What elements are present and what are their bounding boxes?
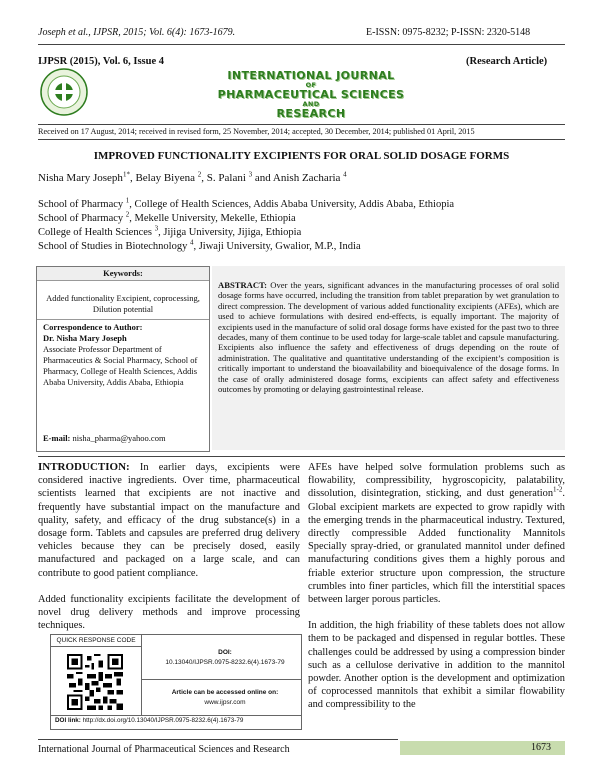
- intro-paragraph: [38, 461, 300, 580]
- intro-heading: INTRODUCTION:: [38, 461, 130, 473]
- article-type: (Research Article): [466, 56, 548, 67]
- email-address[interactable]: nisha_pharma@yahoo.com: [72, 433, 166, 443]
- affiliation-detail: , Mekelle University, Mekelle, Ethiopia: [129, 213, 296, 224]
- author-list: [38, 172, 347, 184]
- abstract-box: [212, 266, 565, 450]
- access-label: Article can be accessed online on:: [171, 689, 279, 696]
- author-sep: ,: [201, 172, 207, 184]
- correspondence-block: [43, 322, 205, 388]
- keywords-divider: [37, 319, 209, 320]
- footer-rule: [38, 739, 398, 740]
- journal-banner-line3: PHARMACEUTICAL SCIENCES: [217, 88, 405, 101]
- header-rule: [38, 44, 565, 45]
- keywords-text: Added functionality Excipient, coprocessing, Dilution potential: [46, 293, 200, 314]
- qr-heading: QUICK RESPONSE CODE: [51, 635, 142, 647]
- received-rule: [38, 139, 565, 140]
- abstract-text: Over the years, significant advances in the manufacturing processes of oral solid dosage forms have occurred, including the transition from tablet preparation by wet granulation to direct compression. The development of various added functionality excipients (AFEs), which are used to achieve formulations with desired end-effects, is equally important. The majority of excipients used in the manufacture of solid oral dosage forms have existed for the past two to three decades, many of them continue to be used today for large-scale tablet and capsule manufacturing. Excipients also influence the safety and effectiveness of drugs depending on the route of administration. The qualitative and quantitative understanding of the excipient’s composition is critically important to understand the bioavailability and bioequivalence of the dosage forms. In the case of orally administered dosage forms, excipients can affect safety and effectiveness outcomes by promoting or delaying gastrointestinal release.: [218, 280, 559, 395]
- keywords-box: [36, 266, 210, 452]
- affiliation: [38, 210, 296, 224]
- qr-divider: [141, 635, 142, 715]
- access-url-link[interactable]: www.ijpsr.com: [204, 699, 246, 706]
- body-left-column: [38, 461, 300, 632]
- doi-label: DOI:: [218, 649, 232, 656]
- abstract: [218, 280, 559, 394]
- author-name: Anish Zacharia: [272, 172, 341, 184]
- affiliation-name: School of Pharmacy: [38, 213, 124, 224]
- citation-sup: 1-2: [553, 485, 563, 494]
- body-paragraph: In addition, the high friability of these tablets does not allow them to be packaged and dispensed in regular bottles. These challenges could be addressed by using a compression binder such as a cellulose derivative in addition to the mannitol powder. Another option is the development and optimization of coprocessed mannitols that exhibit a similar flowability and compressibility to the: [308, 620, 565, 711]
- author-sup: 3: [248, 170, 253, 179]
- affiliation-sup: 2: [125, 210, 130, 219]
- body-right-column: [308, 461, 565, 712]
- footer-page-bar: [400, 741, 565, 755]
- affiliation-name: School of Pharmacy: [38, 199, 124, 210]
- banner-rule: [38, 124, 565, 125]
- abstract-rule: [38, 456, 565, 457]
- access-divider: [141, 679, 301, 680]
- email-label: E-mail:: [43, 433, 71, 443]
- affiliation-name: School of Studies in Biotechnology: [38, 241, 188, 252]
- correspondence-heading: Correspondence to Author:: [43, 322, 143, 332]
- journal-banner-line4: AND: [302, 100, 320, 108]
- affiliation-sup: 3: [154, 224, 159, 233]
- doi-link-url[interactable]: http://dx.doi.org/10.13040/IJPSR.0975-8232.6(4).1673-79: [82, 717, 244, 724]
- doi-value: 10.13040/IJPSR.0975-8232.6(4).1673-79: [165, 659, 285, 666]
- journal-banner-line1: INTERNATIONAL JOURNAL: [227, 69, 395, 82]
- author-sup: 1*: [122, 170, 130, 179]
- correspondence-author: Dr. Nisha Mary Joseph: [43, 333, 127, 343]
- journal-banner-line5: RESEARCH: [276, 107, 346, 120]
- quick-response-box: [50, 634, 302, 730]
- author-sep: and: [252, 172, 273, 184]
- running-header-issn: E-ISSN: 0975-8232; P-ISSN: 2320-5148: [366, 27, 531, 38]
- author-sep: ,: [129, 172, 136, 184]
- body-paragraph: [308, 461, 565, 606]
- affiliation-sup: 4: [189, 238, 194, 247]
- doi-link-label: DOI link:: [55, 717, 81, 724]
- journal-banner: [206, 70, 416, 119]
- issue-line: IJPSR (2015), Vol. 6, Issue 4: [38, 56, 165, 67]
- correspondence-email: [43, 433, 166, 443]
- affiliation: [38, 224, 302, 238]
- affiliation-detail: , Jiwaji University, Gwalior, M.P., India: [193, 241, 361, 252]
- body-text: AFEs have helped solve formulation problems such as flowability, compressibility, hygroscopicity, palatability, dissolution, disintegration, sticking, and dust generation: [308, 462, 565, 500]
- author-name: Belay Biyena: [135, 172, 196, 184]
- affiliation-detail: , Jijiga University, Jijiga, Ethiopia: [158, 227, 302, 238]
- journal-banner-line2: OF: [305, 81, 317, 89]
- affiliation-name: College of Health Sciences: [38, 227, 153, 238]
- affiliation: [38, 238, 361, 252]
- intro-text: In earlier days, excipients were considered inactive ingredients. Over time, pharmaceutical scientists learned that excipients are not inactive and frequently have substantial impact on the manufacture and quality, safety, and efficacy of the drug substance(s) in a dosage form. Tablets and capsules are preferred drug delivery vehicles because they can be precisely dosed, easily manufactured and packaged on a large scale, and can contribute to good patient compliance.: [38, 462, 300, 579]
- correspondence-address: Associate Professor Department of Pharmaceutics & Social Pharmacy, School of Pharmacy, College of Health Sciences, Addis Ababa University, Addis Ababa, Ethiopia: [43, 344, 198, 387]
- affiliation-sup: 1: [125, 196, 130, 205]
- affiliation: [38, 196, 455, 210]
- author-name: S. Palani: [206, 172, 246, 184]
- journal-logo-icon: [40, 68, 88, 116]
- doi-link-divider: [51, 715, 301, 716]
- author-sup: 2: [197, 170, 202, 179]
- author-sup: 4: [343, 170, 347, 179]
- received-line: Received on 17 August, 2014; received in revised form, 25 November, 2014; accepted, 30 December, 2014; published 01 April, 2015: [38, 127, 475, 136]
- affiliation-detail: , College of Health Sciences, Addis Ababa University, Addis Ababa, Ethiopia: [129, 199, 455, 210]
- running-header-citation: Joseph et al., IJPSR, 2015; Vol. 6(4): 1673-1679.: [38, 27, 236, 38]
- body-text: . Global excipient markets are expected to grow rapidly with the emerging trends in the pharmaceutical industry. Textured, directly compressible Added functionality Mannitols Specially spray-dried, or granulated mannitol under defined manufacturing conditions gives them a highly porous and friable exterior structure upon compression, the structure crumbles into finer particles, which fill the interstitial spaces between larger porous particles.: [308, 488, 565, 606]
- qr-code-icon[interactable]: [67, 654, 123, 710]
- page-number: 1673: [531, 742, 551, 753]
- footer-journal-name: International Journal of Pharmaceutical Sciences and Research: [38, 744, 290, 755]
- author-name: Nisha Mary Joseph: [38, 172, 123, 184]
- article-title: IMPROVED FUNCTIONALITY EXCIPIENTS FOR ORAL SOLID DOSAGE FORMS: [93, 150, 510, 162]
- doi-link: [55, 717, 243, 724]
- abstract-label: ABSTRACT:: [218, 280, 268, 290]
- keywords-heading: Keywords:: [37, 267, 209, 281]
- body-paragraph: Added functionality excipients facilitate the development of novel drug delivery methods and improve processing techniques.: [38, 593, 300, 632]
